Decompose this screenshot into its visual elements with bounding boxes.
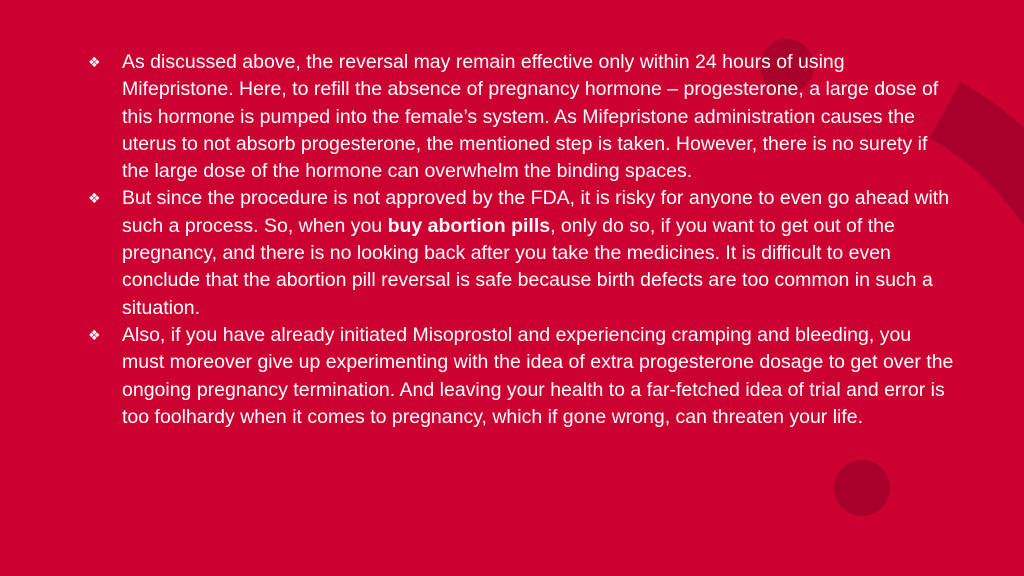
bullet-list <box>88 49 958 431</box>
four-diamond-bullet-icon: ❖ <box>88 190 101 207</box>
bullet-item-3 <box>88 322 958 431</box>
bullet-item-2 <box>88 185 958 321</box>
buy-abortion-pills-keyword: buy abortion pills <box>387 214 551 237</box>
text-content <box>88 49 958 431</box>
bullet-text-2-end: , only do so, if you want to get out of the pregnancy, and there is no looking back after you take the medicines. It is difficult to even conclude that the abortion pill reversal is safe because birth defects are too common in such a situation. <box>122 214 933 319</box>
bullet-text-2-start: But since the procedure is not approved by the FDA, it is risky for anyone to even go ahead with such a process. So, when you <box>122 187 950 237</box>
bullet-text-1: As discussed above, the reversal may remain effective only within 24 hours of using Mifepristone. Here, to refill the absence of pregnancy hormone – progesterone, a large dose of this hormone is pumped into the female’s system. As Mifepristone administration causes the uterus to not absorb progesterone, the mentioned step is taken. However, there is no surety if the large dose of the hormone can overwhelm the binding spaces. <box>122 51 939 183</box>
decorative-circle-bottom <box>834 460 890 516</box>
four-diamond-bullet-icon: ❖ <box>88 326 101 343</box>
bullet-item-1 <box>88 49 958 185</box>
four-diamond-bullet-icon: ❖ <box>88 54 101 70</box>
bullet-text-3: Also, if you have already initiated Misoprostol and experiencing cramping and bleeding, you must moreover give up experimenting with the idea of extra progesterone dosage to get over the ongoing pregnancy termination. And leaving your health to a far-fetched idea of trial and error is too foolhardy when it comes to pregnancy, which if gone wrong, can threaten your life. <box>122 323 954 428</box>
